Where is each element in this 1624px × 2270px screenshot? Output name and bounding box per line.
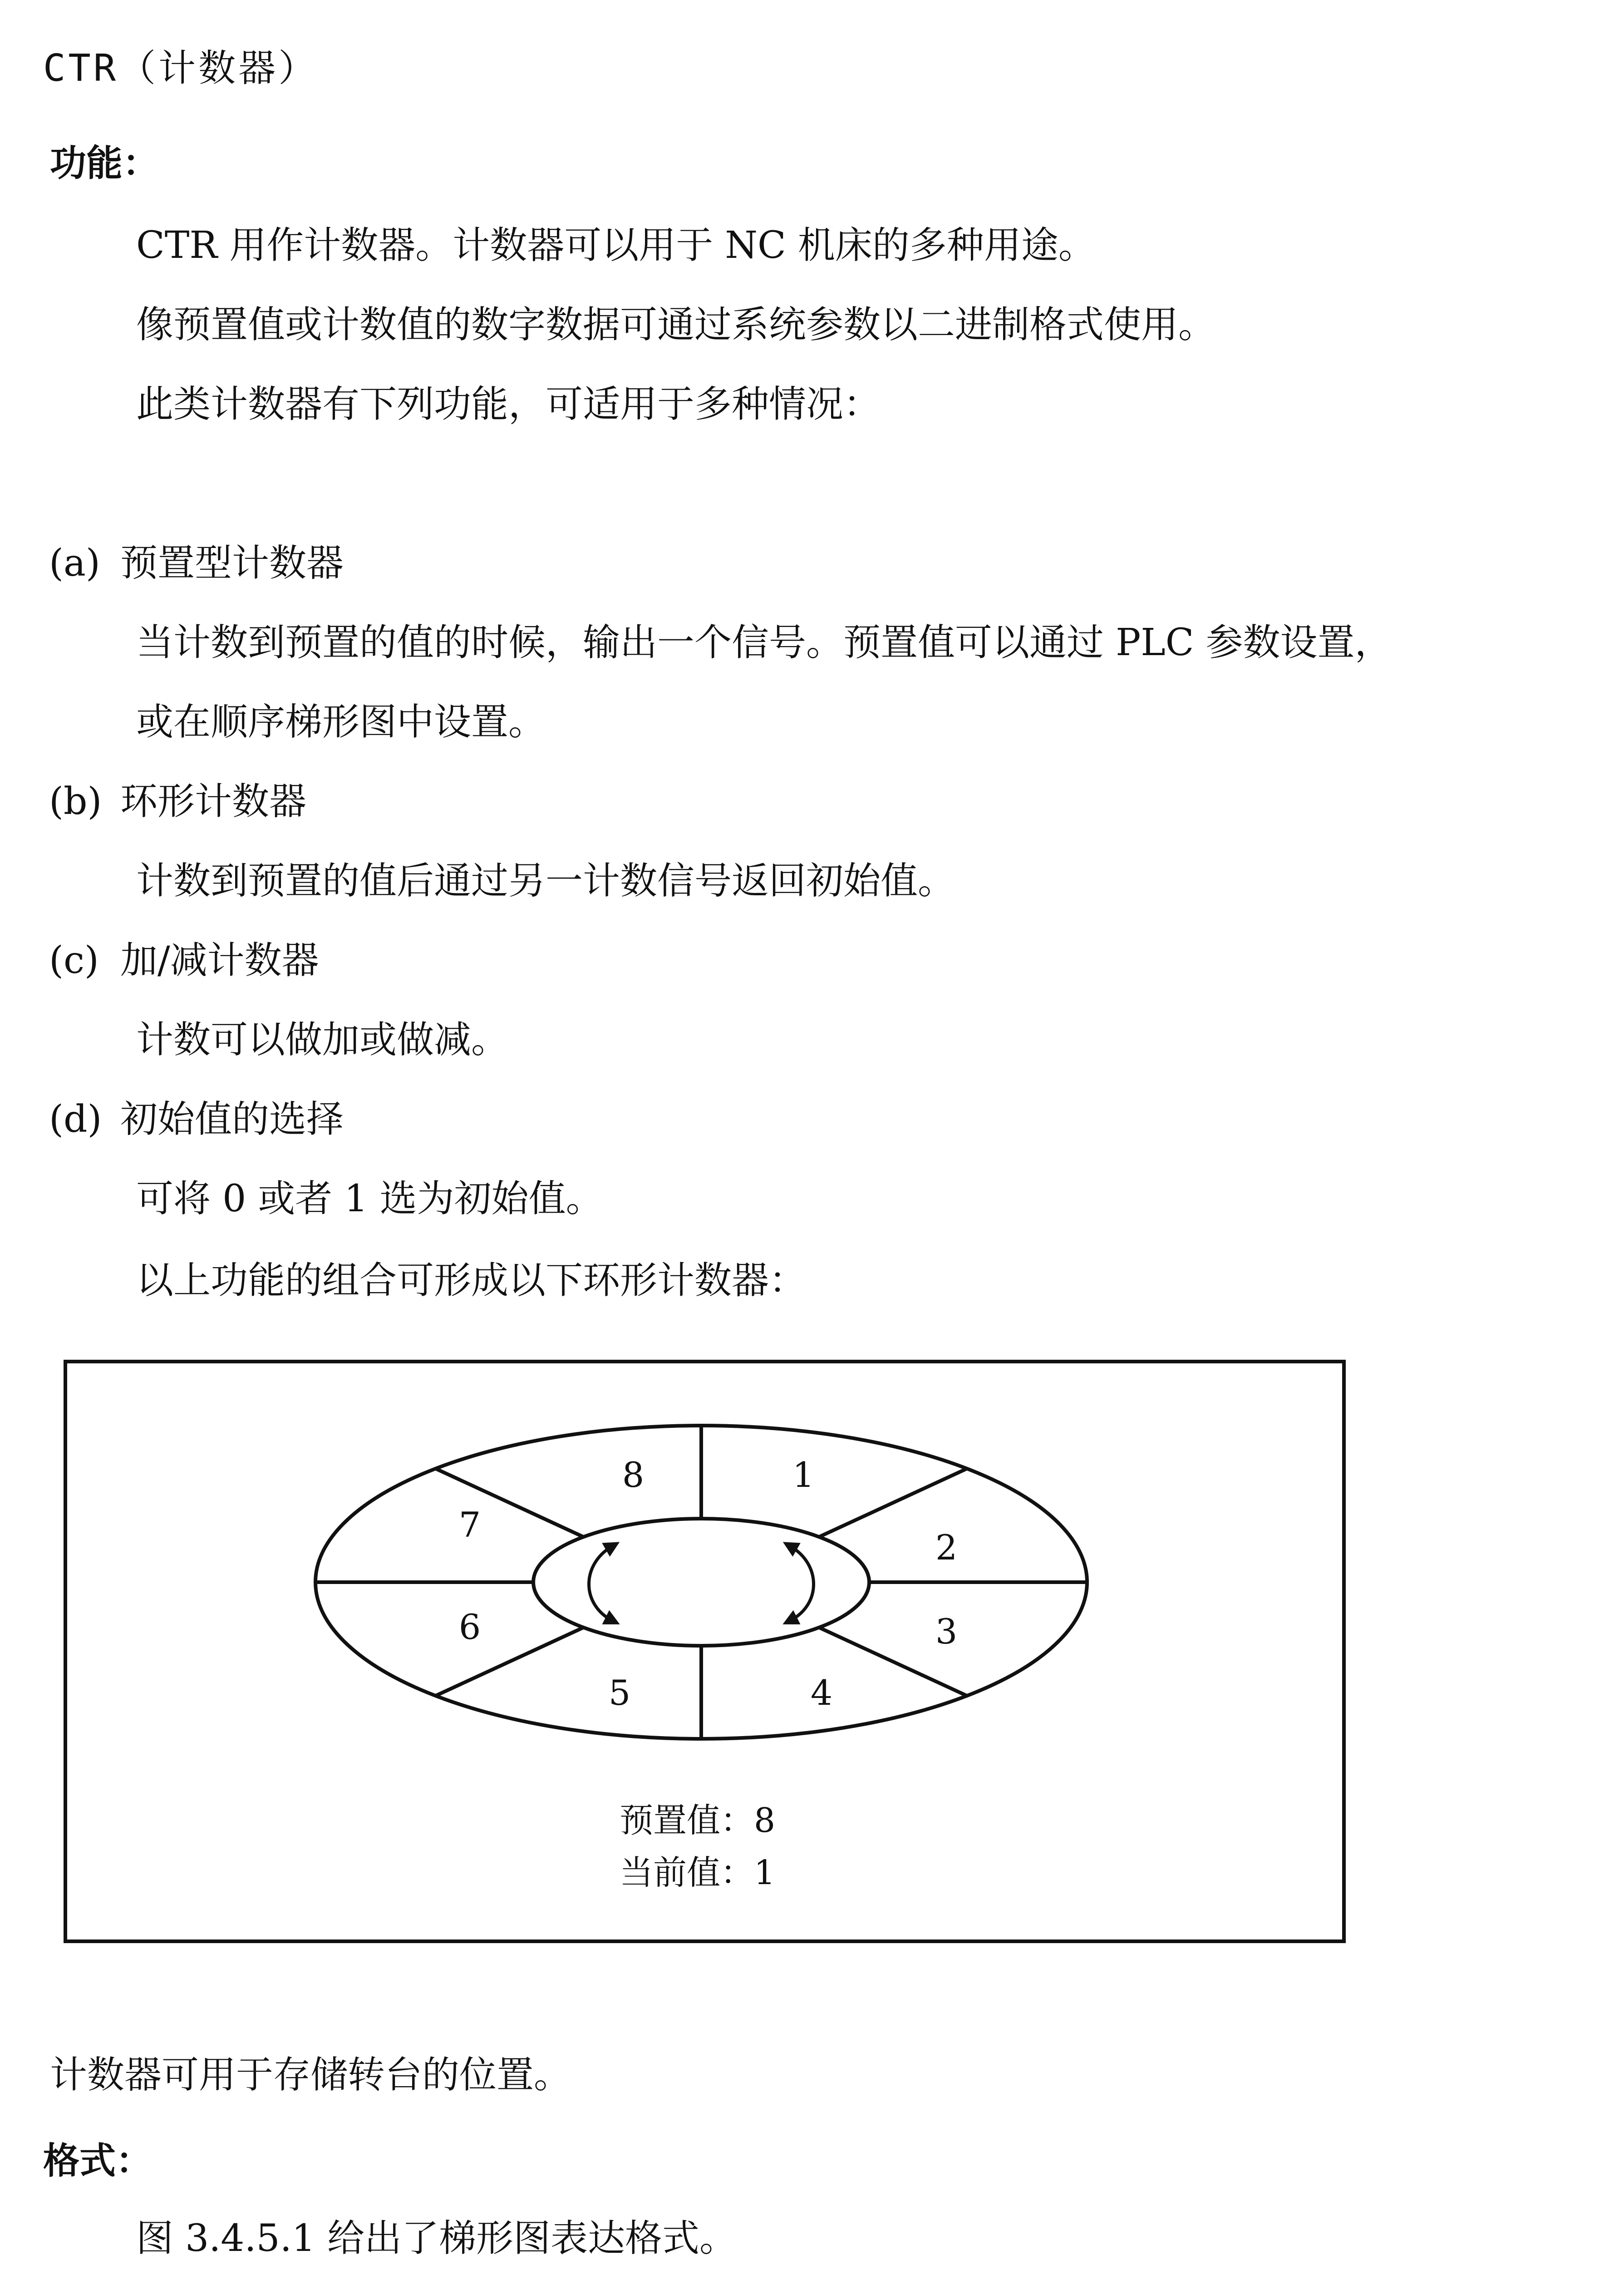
function-line-2: 像预置值或计数值的数字数据可通过系统参数以二进制格式使用。 xyxy=(136,303,1216,346)
preset-value-text: 预置值：8 xyxy=(620,1801,776,1840)
item-c-desc-1: 计数可以做加或做减。 xyxy=(136,1018,509,1061)
usage-line: 计数器可用于存储转台的位置。 xyxy=(50,2053,571,2097)
item-b-desc-1: 计数到预置的值后通过另一计数信号返回初始值。 xyxy=(136,859,955,903)
inner-ring xyxy=(533,1519,869,1646)
segment-label-2: 2 xyxy=(935,1527,958,1568)
function-heading: 功能： xyxy=(50,142,159,184)
segment-label-7: 7 xyxy=(458,1505,481,1545)
item-a-desc-1: 当计数到预置的值的时候，输出一个信号。预置值可以通过 PLC 参数设置， xyxy=(136,621,1392,664)
segment-label-5: 5 xyxy=(608,1673,631,1713)
item-c-label: (c) xyxy=(49,939,99,982)
item-b-title: 环形计数器 xyxy=(120,780,307,823)
segment-label-8: 8 xyxy=(622,1455,645,1495)
item-d-label: (d) xyxy=(49,1098,102,1141)
item-b-label: (b) xyxy=(49,780,102,823)
segment-label-4: 4 xyxy=(810,1673,833,1713)
segment-label-1: 1 xyxy=(792,1455,815,1495)
current-value-text: 当前值：1 xyxy=(620,1853,776,1892)
segment-label-3: 3 xyxy=(935,1611,958,1652)
combo-line: 以上功能的组合可形成以下环形计数器： xyxy=(136,1259,807,1302)
ring-counter-diagram xyxy=(64,1360,1346,1943)
function-line-3: 此类计数器有下列功能，可适用于多种情况： xyxy=(136,383,881,426)
item-a-label: (a) xyxy=(49,542,100,585)
page-title: CTR（计数器） xyxy=(43,47,319,90)
segment-label-6: 6 xyxy=(458,1607,481,1647)
function-line-1: CTR 用作计数器。计数器可以用于 NC 机床的多种用途。 xyxy=(136,224,1096,267)
format-heading: 格式： xyxy=(43,2140,152,2182)
item-c-title: 加/减计数器 xyxy=(120,939,319,982)
item-a-title: 预置型计数器 xyxy=(120,542,344,585)
item-d-desc-1: 可将 0 或者 1 选为初始值。 xyxy=(136,1177,603,1220)
format-line: 图 3.4.5.1 给出了梯形图表达格式。 xyxy=(136,2217,737,2260)
item-d-title: 初始值的选择 xyxy=(120,1098,344,1141)
item-a-desc-2: 或在顺序梯形图中设置。 xyxy=(136,701,546,744)
